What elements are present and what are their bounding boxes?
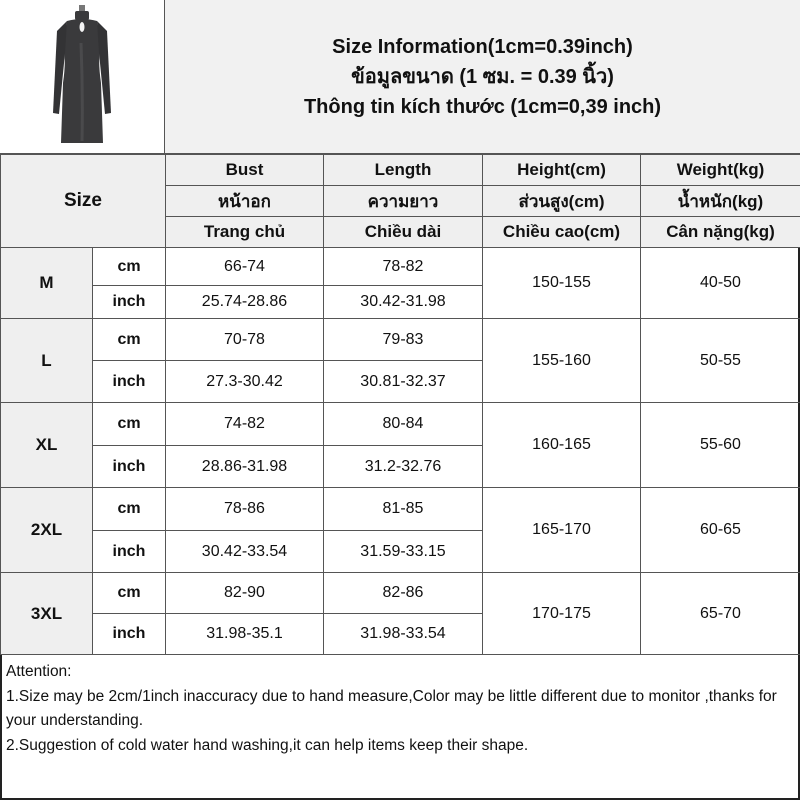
col-bust-vi: Trang chủ bbox=[166, 217, 324, 248]
unit-inch: inch bbox=[93, 446, 166, 488]
bust-cm: 82-90 bbox=[166, 573, 324, 614]
height-value: 150-155 bbox=[483, 248, 641, 319]
length-cm: 81-85 bbox=[324, 488, 483, 531]
weight-value: 40-50 bbox=[641, 248, 800, 319]
unit-inch: inch bbox=[93, 531, 166, 573]
col-weight-en: Weight(kg) bbox=[641, 155, 800, 186]
bust-inch: 27.3-30.42 bbox=[166, 361, 324, 403]
length-cm: 79-83 bbox=[324, 319, 483, 361]
dress-image bbox=[37, 3, 127, 151]
col-weight-th: น้ำหนัก(kg) bbox=[641, 186, 800, 217]
col-bust-en: Bust bbox=[166, 155, 324, 186]
attention-heading: Attention: bbox=[6, 663, 72, 680]
col-bust-th: หน้าอก bbox=[166, 186, 324, 217]
weight-value: 60-65 bbox=[641, 488, 800, 573]
table-row bbox=[1, 573, 800, 614]
size-column-header: Size bbox=[1, 155, 166, 248]
size-label: XL bbox=[1, 403, 93, 488]
bust-cm: 70-78 bbox=[166, 319, 324, 361]
title-vietnamese: Thông tin kích thước (1cm=0,39 inch) bbox=[303, 95, 662, 118]
unit-cm: cm bbox=[93, 248, 166, 286]
bust-inch: 30.42-33.54 bbox=[166, 531, 324, 573]
unit-cm: cm bbox=[93, 319, 166, 361]
title-thai: ข้อมูลขนาด (1 ซม. = 0.39 นิ้ว) bbox=[351, 65, 614, 88]
table-row bbox=[1, 403, 800, 446]
length-cm: 78-82 bbox=[324, 248, 483, 286]
size-label: 2XL bbox=[1, 488, 93, 573]
size-information-header bbox=[165, 0, 800, 154]
attention-note-2: 2.Suggestion of cold water hand washing,it can help items keep their shape. bbox=[6, 736, 529, 754]
unit-cm: cm bbox=[93, 573, 166, 614]
length-inch: 30.42-31.98 bbox=[324, 286, 483, 319]
bust-cm: 78-86 bbox=[166, 488, 324, 531]
length-inch: 31.59-33.15 bbox=[324, 531, 483, 573]
size-label: M bbox=[1, 248, 93, 319]
unit-cm: cm bbox=[93, 403, 166, 446]
size-table bbox=[0, 154, 800, 655]
length-inch: 31.98-33.54 bbox=[324, 614, 483, 655]
size-label: 3XL bbox=[1, 573, 93, 655]
bust-inch: 28.86-31.98 bbox=[166, 446, 324, 488]
header-row-english bbox=[1, 155, 800, 186]
height-value: 165-170 bbox=[483, 488, 641, 573]
bust-cm: 66-74 bbox=[166, 248, 324, 286]
table-row bbox=[1, 488, 800, 531]
col-height-th: ส่วนสูง(cm) bbox=[483, 186, 641, 217]
length-cm: 80-84 bbox=[324, 403, 483, 446]
bust-inch: 25.74-28.86 bbox=[166, 286, 324, 319]
col-height-en: Height(cm) bbox=[483, 155, 641, 186]
attention-note-1: 1.Size may be 2cm/1inch inaccuracy due to hand measure,Color may be little different due to monitor ,thanks for your understanding. bbox=[6, 687, 777, 729]
unit-inch: inch bbox=[93, 361, 166, 403]
col-weight-vi: Cân nặng(kg) bbox=[641, 217, 800, 248]
height-value: 170-175 bbox=[483, 573, 641, 655]
length-inch: 31.2-32.76 bbox=[324, 446, 483, 488]
weight-value: 65-70 bbox=[641, 573, 800, 655]
unit-inch: inch bbox=[93, 614, 166, 655]
bust-cm: 74-82 bbox=[166, 403, 324, 446]
attention-notes bbox=[0, 656, 800, 800]
height-value: 160-165 bbox=[483, 403, 641, 488]
product-photo bbox=[0, 0, 165, 154]
col-length-vi: Chiều dài bbox=[324, 217, 483, 248]
height-value: 155-160 bbox=[483, 319, 641, 403]
length-inch: 30.81-32.37 bbox=[324, 361, 483, 403]
weight-value: 50-55 bbox=[641, 319, 800, 403]
unit-inch: inch bbox=[93, 286, 166, 319]
size-label: L bbox=[1, 319, 93, 403]
col-height-vi: Chiều cao(cm) bbox=[483, 217, 641, 248]
title-english: Size Information(1cm=0.39inch) bbox=[332, 35, 633, 58]
col-length-en: Length bbox=[324, 155, 483, 186]
table-row bbox=[1, 248, 800, 286]
col-length-th: ความยาว bbox=[324, 186, 483, 217]
unit-cm: cm bbox=[93, 488, 166, 531]
bust-inch: 31.98-35.1 bbox=[166, 614, 324, 655]
weight-value: 55-60 bbox=[641, 403, 800, 488]
table-row bbox=[1, 319, 800, 361]
length-cm: 82-86 bbox=[324, 573, 483, 614]
